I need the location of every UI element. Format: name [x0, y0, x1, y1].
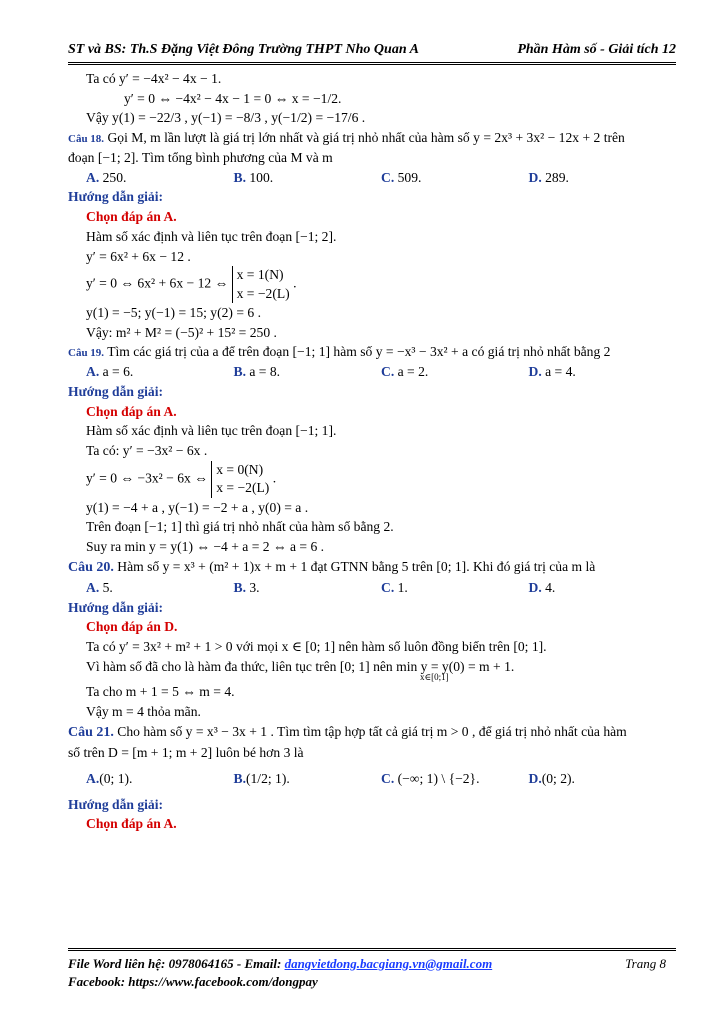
solution-step: Hàm số xác định và liên tục trên đoạn [−1; 1].	[86, 423, 337, 439]
answer-options	[68, 578, 676, 598]
footer-contact: File Word liên hệ: 0978064165 - Email: dangvietdong.bacgiang.vn@gmail.com	[68, 956, 493, 971]
chosen-answer: Chọn đáp án A.	[86, 403, 177, 419]
chosen-answer: Chọn đáp án D.	[86, 619, 178, 635]
question-label: Câu 20.	[68, 559, 114, 575]
option-d[interactable]: D. a = 4.	[528, 364, 576, 380]
min-subscript: x∈[0;1]	[420, 672, 449, 683]
answer-options	[68, 769, 676, 789]
page-content	[68, 69, 676, 834]
chosen-answer: Chọn đáp án A.	[86, 816, 177, 832]
option-b[interactable]: B. 100.	[233, 169, 274, 185]
top-line-2: y′ = 0 ⇔ −4x² − 4x − 1 = 0 ⇔ x = −1/2.	[124, 90, 342, 106]
solution-step: Vậy: m² + M² = (−5)² + 15² = 250 .	[86, 324, 277, 340]
option-b[interactable]: B. 3.	[233, 579, 260, 595]
footer-facebook: Facebook: https://www.facebook.com/dongpay	[68, 973, 318, 989]
question-text: Gọi M, m lần lượt là giá trị lớn nhất và giá trị nhỏ nhất của hàm số y = 2x³ + 3x² − 12x + 2 trên	[104, 130, 625, 146]
option-b[interactable]: B.(1/2; 1).	[233, 770, 290, 786]
solution-step: Suy ra min y = y(1) ⇔ −4 + a = 2 ⇔ a = 6 .	[86, 538, 325, 554]
page-footer	[68, 948, 676, 990]
solution-step: y(1) = −5; y(−1) = 15; y(2) = 6 .	[86, 304, 261, 320]
solution-step: y′ = 0 ⇔ −3x² − 6x ⇔ x = 0(N) x = −2(L) .	[68, 461, 676, 498]
solution-step: y′ = 6x² + 6x − 12 .	[86, 248, 191, 264]
header-section: Phần Hàm số - Giải tích 12	[517, 42, 676, 57]
chosen-answer: Chọn đáp án A.	[86, 209, 177, 225]
question-label: Câu 21.	[68, 724, 114, 740]
option-c[interactable]: C. a = 2.	[381, 364, 429, 380]
question-20	[68, 557, 676, 722]
option-a[interactable]: A. a = 6.	[86, 364, 134, 380]
page-number: Trang 8	[625, 956, 666, 971]
solution-step: Vậy m = 4 thỏa mãn.	[86, 704, 201, 720]
case-brace: x = 1(N) x = −2(L)	[232, 266, 290, 303]
solution-step: Trên đoạn [−1; 1] thì giá trị nhỏ nhất của hàm số bằng 2.	[86, 519, 394, 535]
question-text-2: đoạn [−1; 2]. Tìm tổng bình phương của M và m	[68, 150, 333, 166]
option-c[interactable]: C. (−∞; 1) \ {−2}.	[381, 770, 480, 786]
option-a[interactable]: A. 250.	[86, 169, 127, 185]
option-a[interactable]: A. 5.	[86, 579, 113, 595]
question-text-2: số trên D = [m + 1; m + 2] luôn bé hơn 3 là	[68, 745, 304, 761]
question-label: Câu 18.	[68, 133, 105, 146]
solution-heading: Hướng dẫn giải:	[68, 189, 164, 205]
solution-step: Ta cho m + 1 = 5 ⇔ m = 4.	[86, 684, 235, 700]
solution-step: Vì hàm số đã cho là hàm đa thức, liên tục trên [0; 1] nên min y = y(0) = m + 1.	[86, 658, 515, 674]
answer-options	[68, 362, 676, 382]
solution-step: Hàm số xác định và liên tục trên đoạn [−1; 2].	[86, 228, 337, 244]
top-line-1: Ta có y′ = −4x² − 4x − 1.	[86, 71, 222, 86]
solution-step: Ta có: y′ = −3x² − 6x .	[86, 443, 208, 459]
question-21	[68, 722, 676, 834]
option-d[interactable]: D. 4.	[528, 579, 556, 595]
option-d[interactable]: D.(0; 2).	[528, 770, 575, 786]
question-18	[68, 128, 676, 342]
option-c[interactable]: C. 1.	[381, 579, 408, 595]
solution-step: Ta có y′ = 3x² + m² + 1 > 0 với mọi x ∈ [0; 1] nên hàm số luôn đồng biến trên [0; 1].	[86, 639, 547, 655]
answer-options	[68, 168, 676, 188]
page-header	[68, 30, 676, 65]
option-d[interactable]: D. 289.	[528, 169, 569, 185]
question-19	[68, 342, 676, 556]
question-text: Tìm các giá trị của a để trên đoạn [−1; 1] hàm số y = −x³ − 3x² + a có giá trị nhỏ nhất bằng 2	[104, 344, 611, 360]
solution-heading: Hướng dẫn giải:	[68, 599, 164, 615]
header-author: ST và BS: Th.S Đặng Việt Đông Trường THPT Nho Quan A	[68, 42, 419, 57]
question-label: Câu 19.	[68, 347, 105, 360]
email-link[interactable]: dangvietdong.bacgiang.vn@gmail.com	[284, 956, 493, 971]
solution-step: y(1) = −4 + a , y(−1) = −2 + a , y(0) = a .	[86, 499, 309, 515]
solution-heading: Hướng dẫn giải:	[68, 796, 164, 812]
question-text: Cho hàm số y = x³ − 3x + 1 . Tìm tìm tập hợp tất cả giá trị m > 0 , để giá trị nhỏ nhất của hàm	[113, 723, 627, 739]
question-text: Hàm số y = x³ + (m² + 1)x + m + 1 đạt GTNN bằng 5 trên [0; 1]. Khi đó giá trị của m là	[113, 558, 596, 574]
case-brace: x = 0(N) x = −2(L)	[211, 461, 269, 498]
document-page	[68, 30, 676, 834]
top-line-3: Vậy y(1) = −22/3 , y(−1) = −8/3 , y(−1/2) = −17/6 .	[86, 110, 366, 126]
solution-heading: Hướng dẫn giải:	[68, 384, 164, 399]
option-c[interactable]: C. 509.	[381, 169, 422, 185]
option-b[interactable]: B. a = 8.	[233, 364, 281, 380]
option-a[interactable]: A.(0; 1).	[86, 770, 133, 786]
solution-step: y′ = 0 ⇔ 6x² + 6x − 12 ⇔ x = 1(N) x = −2(L) .	[68, 266, 676, 303]
